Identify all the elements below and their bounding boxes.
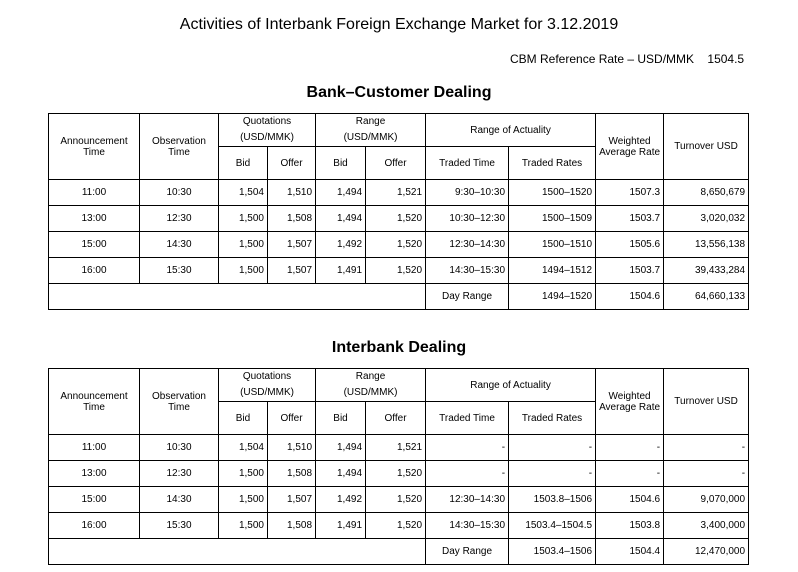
col-range-offer: Offer: [366, 147, 426, 180]
col-traded-time: Traded Time: [426, 147, 509, 180]
weighted-average-cell: 1505.6: [596, 232, 664, 258]
traded-time-cell: 10:30–12:30: [426, 206, 509, 232]
header-row: [49, 369, 749, 402]
turnover-cell: 9,070,000: [664, 487, 749, 513]
announcement-time-cell: 11:00: [49, 180, 140, 206]
table-row: [49, 461, 749, 487]
col-range-bid: Bid: [316, 402, 366, 435]
quote-bid-cell: 1,504: [219, 435, 268, 461]
table-row: [49, 513, 749, 539]
quote-offer-cell: 1,508: [268, 206, 316, 232]
traded-time-cell: 12:30–14:30: [426, 487, 509, 513]
quote-bid-cell: 1,500: [219, 513, 268, 539]
range-unit: (USD/MMK): [343, 132, 398, 143]
observation-time-cell: 10:30: [140, 435, 219, 461]
range-offer-cell: 1,520: [366, 258, 426, 284]
range-offer-cell: 1,520: [366, 232, 426, 258]
traded-rates-cell: 1503.8–1506: [509, 487, 596, 513]
summary-blank-cell: [49, 284, 426, 310]
day-range-label: Day Range: [426, 284, 509, 310]
traded-time-cell: -: [426, 461, 509, 487]
traded-time-cell: 9:30–10:30: [426, 180, 509, 206]
announcement-time-cell: 16:00: [49, 258, 140, 284]
reference-rate: [510, 52, 744, 66]
traded-rates-cell: 1494–1512: [509, 258, 596, 284]
day-range-rates: 1494–1520: [509, 284, 596, 310]
quote-offer-cell: 1,507: [268, 258, 316, 284]
weighted-average-cell: 1503.8: [596, 513, 664, 539]
observation-time-cell: 14:30: [140, 487, 219, 513]
announcement-time-cell: 13:00: [49, 461, 140, 487]
col-announcement-time: Announcement Time: [49, 369, 140, 435]
quote-bid-cell: 1,500: [219, 258, 268, 284]
interbank-title: Interbank Dealing: [331, 339, 467, 356]
traded-rates-cell: -: [509, 435, 596, 461]
range-offer-cell: 1,521: [366, 180, 426, 206]
range-bid-cell: 1,491: [316, 513, 366, 539]
day-range-weighted-average: 1504.6: [596, 284, 664, 310]
col-weighted-average: Weighted Average Rate: [596, 369, 664, 435]
range-bid-cell: 1,491: [316, 258, 366, 284]
range-unit: (USD/MMK): [343, 387, 398, 398]
quote-offer-cell: 1,507: [268, 232, 316, 258]
bank-customer-table: [48, 113, 749, 310]
quote-offer-cell: 1,510: [268, 180, 316, 206]
weighted-average-cell: 1503.7: [596, 206, 664, 232]
quotations-label: Quotations: [242, 371, 292, 382]
col-quote-bid: Bid: [219, 147, 268, 180]
turnover-cell: -: [664, 435, 749, 461]
table-row: [49, 258, 749, 284]
weighted-average-cell: -: [596, 461, 664, 487]
announcement-time-cell: 15:00: [49, 232, 140, 258]
turnover-cell: 3,400,000: [664, 513, 749, 539]
col-turnover: Turnover USD: [664, 114, 749, 180]
quote-bid-cell: 1,500: [219, 461, 268, 487]
traded-rates-cell: 1500–1509: [509, 206, 596, 232]
range-offer-cell: 1,520: [366, 487, 426, 513]
quote-bid-cell: 1,500: [219, 487, 268, 513]
col-announcement-time: Announcement Time: [49, 114, 140, 180]
range-label: Range: [355, 371, 386, 382]
col-range-bid: Bid: [316, 147, 366, 180]
observation-time-cell: 12:30: [140, 206, 219, 232]
col-quote-bid: Bid: [219, 402, 268, 435]
page-title: Activities of Interbank Foreign Exchange Market for 3.12.2019: [179, 16, 619, 33]
observation-time-cell: 15:30: [140, 258, 219, 284]
bank-customer-title: Bank–Customer Dealing: [306, 84, 492, 101]
quote-bid-cell: 1,500: [219, 232, 268, 258]
range-bid-cell: 1,494: [316, 206, 366, 232]
col-quote-offer: Offer: [268, 402, 316, 435]
turnover-cell: -: [664, 461, 749, 487]
quote-offer-cell: 1,508: [268, 461, 316, 487]
summary-row: [49, 539, 749, 565]
range-bid-cell: 1,492: [316, 487, 366, 513]
turnover-cell: 3,020,032: [664, 206, 749, 232]
range-offer-cell: 1,520: [366, 461, 426, 487]
weighted-average-cell: -: [596, 435, 664, 461]
traded-time-cell: -: [426, 435, 509, 461]
quote-bid-cell: 1,500: [219, 206, 268, 232]
reference-rate-value: 1504.5: [707, 52, 745, 66]
day-range-turnover: 12,470,000: [664, 539, 749, 565]
col-quotations: [219, 114, 316, 147]
col-turnover: Turnover USD: [664, 369, 749, 435]
announcement-time-cell: 11:00: [49, 435, 140, 461]
quote-offer-cell: 1,507: [268, 487, 316, 513]
reference-rate-label: CBM Reference Rate – USD/MMK: [510, 52, 695, 66]
range-offer-cell: 1,520: [366, 513, 426, 539]
range-bid-cell: 1,494: [316, 461, 366, 487]
announcement-time-cell: 16:00: [49, 513, 140, 539]
col-observation-time: Observation Time: [140, 114, 219, 180]
traded-rates-cell: 1500–1520: [509, 180, 596, 206]
interbank-table: [48, 368, 749, 565]
observation-time-cell: 14:30: [140, 232, 219, 258]
quotations-unit: (USD/MMK): [240, 387, 294, 398]
col-weighted-average: Weighted Average Rate: [596, 114, 664, 180]
observation-time-cell: 15:30: [140, 513, 219, 539]
range-label: Range: [355, 116, 386, 127]
range-offer-cell: 1,521: [366, 435, 426, 461]
traded-time-cell: 12:30–14:30: [426, 232, 509, 258]
quotations-unit: (USD/MMK): [240, 132, 294, 143]
announcement-time-cell: 13:00: [49, 206, 140, 232]
header-row: [49, 114, 749, 147]
table-row: [49, 206, 749, 232]
observation-time-cell: 12:30: [140, 461, 219, 487]
day-range-label: Day Range: [426, 539, 509, 565]
day-range-weighted-average: 1504.4: [596, 539, 664, 565]
range-bid-cell: 1,494: [316, 180, 366, 206]
col-range-of-actuality: Range of Actuality: [426, 369, 596, 402]
col-quotations: [219, 369, 316, 402]
range-bid-cell: 1,492: [316, 232, 366, 258]
quotations-label: Quotations: [242, 116, 292, 127]
range-offer-cell: 1,520: [366, 206, 426, 232]
col-traded-rates: Traded Rates: [509, 402, 596, 435]
table-row: [49, 487, 749, 513]
weighted-average-cell: 1504.6: [596, 487, 664, 513]
day-range-rates: 1503.4–1506: [509, 539, 596, 565]
day-range-turnover: 64,660,133: [664, 284, 749, 310]
weighted-average-cell: 1507.3: [596, 180, 664, 206]
col-range: [316, 114, 426, 147]
col-range-offer: Offer: [366, 402, 426, 435]
summary-row: [49, 284, 749, 310]
col-quote-offer: Offer: [268, 147, 316, 180]
col-observation-time: Observation Time: [140, 369, 219, 435]
weighted-average-cell: 1503.7: [596, 258, 664, 284]
traded-time-cell: 14:30–15:30: [426, 513, 509, 539]
turnover-cell: 8,650,679: [664, 180, 749, 206]
traded-rates-cell: -: [509, 461, 596, 487]
observation-time-cell: 10:30: [140, 180, 219, 206]
col-traded-rates: Traded Rates: [509, 147, 596, 180]
range-bid-cell: 1,494: [316, 435, 366, 461]
table-row: [49, 180, 749, 206]
summary-blank-cell: [49, 539, 426, 565]
announcement-time-cell: 15:00: [49, 487, 140, 513]
quote-offer-cell: 1,510: [268, 435, 316, 461]
col-range: [316, 369, 426, 402]
col-range-of-actuality: Range of Actuality: [426, 114, 596, 147]
traded-rates-cell: 1503.4–1504.5: [509, 513, 596, 539]
table-row: [49, 435, 749, 461]
col-traded-time: Traded Time: [426, 402, 509, 435]
traded-rates-cell: 1500–1510: [509, 232, 596, 258]
table-row: [49, 232, 749, 258]
traded-time-cell: 14:30–15:30: [426, 258, 509, 284]
turnover-cell: 39,433,284: [664, 258, 749, 284]
quote-bid-cell: 1,504: [219, 180, 268, 206]
quote-offer-cell: 1,508: [268, 513, 316, 539]
turnover-cell: 13,556,138: [664, 232, 749, 258]
